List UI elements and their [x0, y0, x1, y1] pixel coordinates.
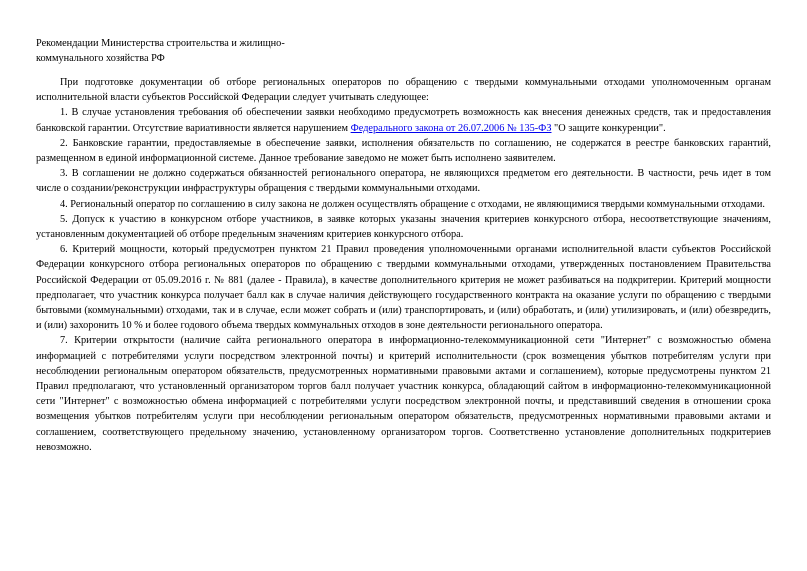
paragraph-3: 3. В соглашении не должно содержаться обязанностей регионального оператора, не являющихся предметом его деятельности. В частности, речь идет в том числе о создании/реконструкции инфраструктуры обращения с твердыми коммунальными отходами.	[36, 168, 771, 195]
paragraph-2: 2. Банковские гарантии, предоставляемые в обеспечение заявки, исполнения обязательств по соглашению, не содержатся в реестре банковских гарантий, размещенном в единой информационной системе. Данное требование заведомо не может быть исполнено заявителем.	[36, 137, 771, 165]
paragraph-4: 4. Региональный оператор по соглашению в силу закона не должен осуществлять обращение с отходами, не являющимися твердыми коммунальными отходами.	[60, 198, 765, 210]
paragraph-5: 5. Допуск к участию в конкурсном отборе участников, в заявке которых указаны значения критериев конкурсного отбора, несоответствующие значениям, установленным документацией об отборе предельным значениям критериев конкурсного отбора.	[36, 213, 771, 241]
paragraph-1-text-before: 1. В случае установления требования об обеспечении заявки необходимо предусмотреть возможность как внесения денежных средств, так и предоставления банковской гарантии. Отсутствие вариативности является нарушением	[36, 107, 771, 134]
intro-paragraph: При подготовке документации об отборе региональных операторов по обращению с твердыми коммунальными отходами уполномоченным органам исполнительной власти субъектов Российской Федерации следует учитывать следующее:	[36, 77, 771, 104]
paragraph-7: 7. Критерии открытости (наличие сайта регионального оператора в информационно-телекоммуникационной сети "Интернет" с возможностью обмена информацией с потребителями услуги посредством электронной почты) и критерий исполнительности (срок возмещения убытков потребителям услуги при несоблюдении региональным оператором обязательств, предусмотренных нормативными правовыми актами и соглашением), которые предусмотрены пунктом 21 Правил предполагают, что установленный организатором торгов балл получает участник конкурса, обладающий сайтом в информационно-телекоммуникационной сети "Интернет" с возможностью обмена информацией с потребителями услуги посредством электронной почты, и представивший сведения в отношении срока возмещения убытков потребителям услуги при несоблюдении региональным оператором обязательств, предусмотренных нормативными правовыми актами и соглашением, соответствующего предельному значению, установленному организатором торгов. Соответственно установление дополнительных подкритериев невозможно.	[36, 335, 771, 453]
document-title	[36, 37, 336, 66]
title-line-1: Рекомендации Министерства строительства и жилищно-	[36, 38, 285, 49]
federal-law-link[interactable]: Федерального закона от 26.07.2006 № 135-ФЗ	[350, 122, 552, 134]
document-body	[36, 75, 771, 455]
document-page	[36, 37, 771, 455]
title-line-2: коммунального хозяйства РФ	[36, 52, 165, 64]
paragraph-1	[36, 105, 771, 135]
paragraph-1-text-after: "О защите конкуренции".	[551, 122, 666, 134]
paragraph-6: 6. Критерий мощности, который предусмотрен пунктом 21 Правил проведения уполномоченными органами исполнительной власти субъектов Российской Федерации конкурсного отбора региональных операторов по обращению с твердыми коммунальными отходами, утвержденных постановлением Правительства Российской Федерации от 05.09.2016 г. № 881 (далее - Правила), в качестве дополнительного критерия не может разбиваться на подкритерии. Критерий мощности предполагает, что участник конкурса получает балл как в случае наличия действующего государственного контракта на оказание услуги по обращению с твердыми бытовыми (коммунальными) отходами, так и в случае, если может собрать и (или) транспортировать, и (или) обработать, и (или) утилизировать, и (или) обезвредить, и (или) захоронить 10 % и более годового объема твердых коммунальных отходов в зоне деятельности регионального оператора.	[36, 244, 771, 332]
